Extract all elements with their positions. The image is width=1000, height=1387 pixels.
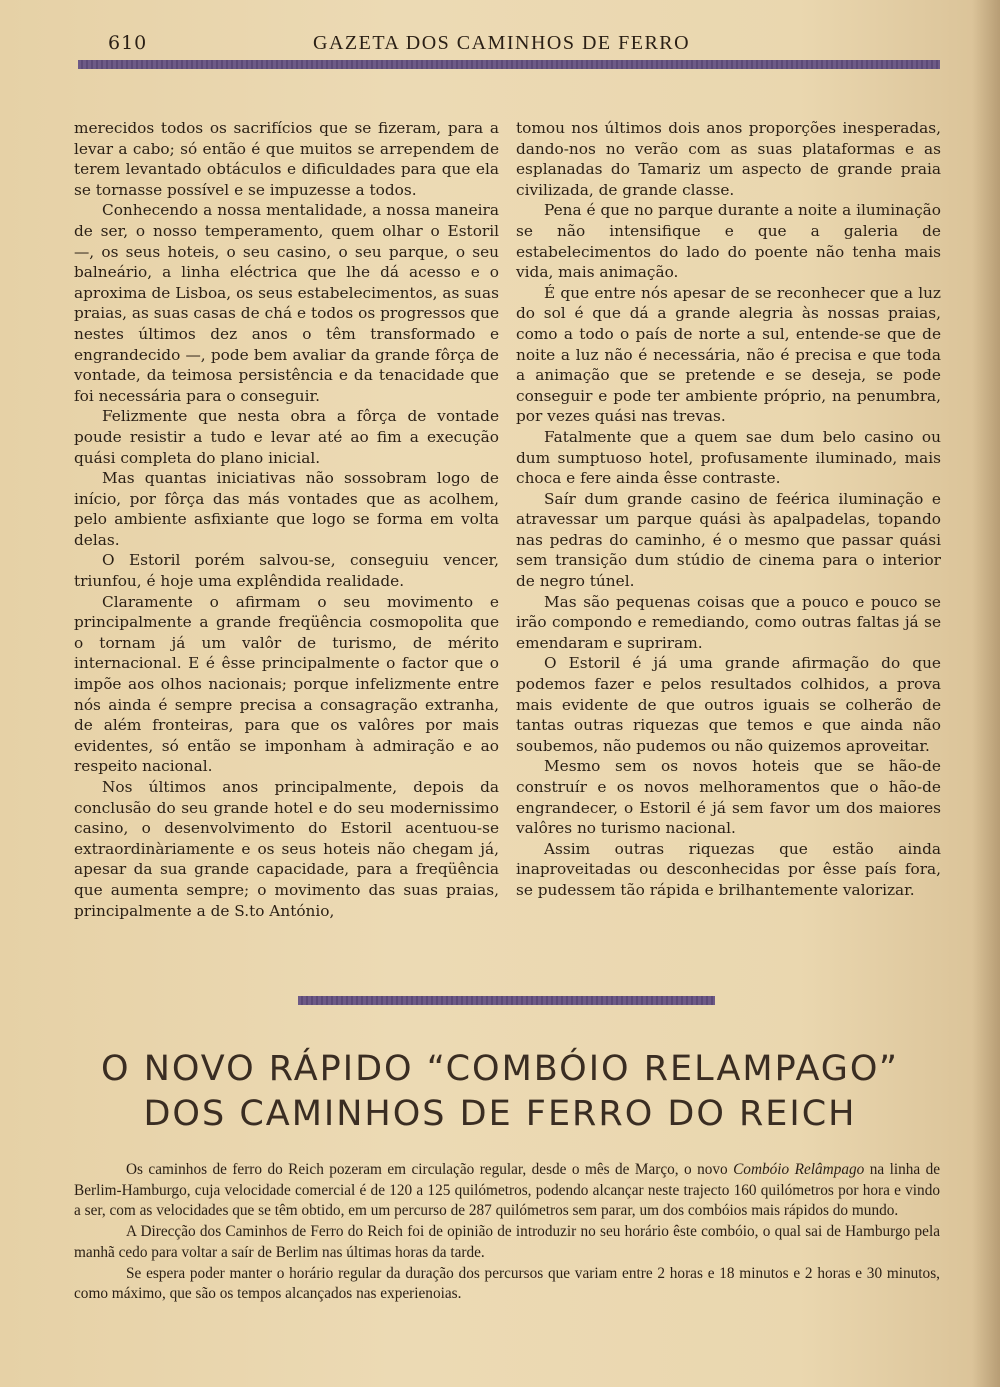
article-paragraph <box>74 1160 940 1222</box>
paragraph: Assim outras riquezas que estão ainda inaproveitadas ou desconhecidas por êsse país fora, se pudessem tão rápida e brilhantemente valorizar. <box>516 839 941 899</box>
header-rule <box>78 60 940 69</box>
article-paragraph: Se espera poder manter o horário regular da duração dos percursos que variam entre 2 horas e 18 minutos e 2 horas e 30 minutos, como máximo, que são os tempos alcançados nas experienoias. <box>74 1264 940 1303</box>
page-number: 610 <box>108 32 148 54</box>
paragraph: tomou nos últimos dois anos proporções inesperadas, dando-nos no verão com as suas plataformas e as esplanadas do Tamariz um aspecto de grande praia civilizada, de grande classe. <box>516 119 941 199</box>
paragraph: O Estoril é já uma grande afirmação do que podemos fazer e pelos resultados colhidos, a prova mais evidente de que outros iguais se colherão de tantas outras riquezas que temos e que ainda não soubemos, não pudemos ou não quizemos aproveitar. <box>516 654 941 755</box>
article-headline-line1: O NOVO RÁPIDO “COMBÓIO RELAMPAGO” <box>101 1049 899 1089</box>
article-body <box>74 1160 940 1305</box>
article-headline-line2: DOS CAMINHOS DE FERRO DO REICH <box>143 1094 857 1134</box>
text-run: na linha de Berlim-Hamburgo, cuja velocidade comercial é de 120 a 125 quilómetros, podendo alcançar neste trajecto 160 quilómetros por hora e vindo a ser, com as velocidades que se têm obtido, em um percurso de 287 quilómetros sem parar, um dos combóios mais rápidos do mundo. <box>74 1161 941 1220</box>
paragraph: O Estoril porém salvou-se, conseguiu vencer, triunfou, é hoje uma explêndida realidade. <box>74 551 499 591</box>
page-header <box>78 30 940 58</box>
paragraph: Felizmente que nesta obra a fôrça de vontade poude resistir a tudo e levar até ao fim a execução quási completa do plano inicial. <box>74 407 499 467</box>
page-binding-shadow <box>972 0 1000 1387</box>
paragraph: É que entre nós apesar de se reconhecer que a luz do sol é que dá a grande alegria às nossas praias, como a todo o país de norte a sul, entende-se que de noite a luz não é necessária, não é precisa e que toda a animação que se pretende e se deseja, se pode conseguir e pode ter ambiente próprio, na penumbra, por vezes quási nas trevas. <box>516 283 941 426</box>
article-paragraph: A Direcção dos Caminhos de Ferro do Reich foi de opinião de introduzir no seu horário êste combóio, o qual sai de Hamburgo pela manhã cedo para voltar a saír de Berlim nas últimas horas da tarde. <box>74 1223 940 1261</box>
section-divider-rule <box>298 996 715 1005</box>
paragraph: Nos últimos anos principalmente, depois da conclusão do seu grande hotel e do seu modernissimo casino, o desenvolvimento do Estoril acentuou-se extraordinàriamente e os seus hoteis não chegam já, apesar da sua grande capacidade, para a freqüência que aumenta sempre; o movimento das suas praias, principalmente a de S.to António, <box>74 778 499 920</box>
right-column <box>516 118 941 901</box>
paragraph: Mas são pequenas coisas que a pouco e pouco se irão compondo e remediando, como outras faltas já se emendaram e supriram. <box>516 592 941 652</box>
left-column <box>74 118 499 921</box>
paragraph: Fatalmente que a quem sae dum belo casino ou dum sumptuoso hotel, profusamente iluminado, mais choca e fere ainda êsse contraste. <box>516 427 941 488</box>
paragraph: Mesmo sem os novos hoteis que se hão-de construír e os novos melhoramentos que o hão-de engrandecer, o Estoril é já sem favor um dos maiores valôres no turismo nacional. <box>516 757 941 838</box>
paragraph: Conhecendo a nossa mentalidade, a nossa maneira de ser, o nosso temperamento, quem olhar o Estoril —, os seus hoteis, o seu casino, o seu parque, o seu balneário, a linha eléctrica que lhe dá acesso e o aproxima de Lisboa, os seus estabelecimentos, as suas praias, as suas casas de chá e todos os progressos que nestes últimos dez anos o têm transformado e engrandecido —, pode bem avaliar da grande fôrça de vontade, da teimosa persistência e da tenacidade que foi necessária para o conseguir. <box>74 201 499 405</box>
train-name-italic: Combóio Relâmpago <box>733 1161 865 1178</box>
paragraph: Pena é que no parque durante a noite a iluminação se não intensifique e que a galeria de estabelecimentos do lado do poente não tenha mais vida, mais animação. <box>516 201 941 282</box>
journal-title: GAZETA DOS CAMINHOS DE FERRO <box>313 32 691 54</box>
paragraph: Claramente o afirmam o seu movimento e principalmente a grande freqüência cosmopolita que o tornam já um valôr de turismo, de mérito internacional. E é êsse principalmente o factor que o impõe aos olhos nacionais; porque infelizmente entre nós ainda é sempre precisa a consagração extranha, de além fronteiras, para que os valôres por mais evidentes, só então se imponham à admiração e ao respeito nacional. <box>74 592 499 776</box>
paragraph: Mas quantas iniciativas não sossobram logo de início, por fôrça das más vontades que as acolhem, pelo ambiente asfixiante que logo se forma em volta delas. <box>74 469 499 549</box>
paragraph: merecidos todos os sacrifícios que se fizeram, para a levar a cabo; só então é que muitos se arrependem de terem levantado obtáculos e dificuldades para que ela se tornasse possível e se impuzesse a todos. <box>74 119 499 199</box>
text-run: Os caminhos de ferro do Reich pozeram em circulação regular, desde o mês de Março, o novo <box>126 1161 734 1178</box>
paragraph: Saír dum grande casino de feérica iluminação e atravessar um parque quási às apalpadelas, topando nas pedras do caminho, é o mesmo que passar quási sem transição dum stúdio de cinema para o interior de negro túnel. <box>516 489 941 591</box>
